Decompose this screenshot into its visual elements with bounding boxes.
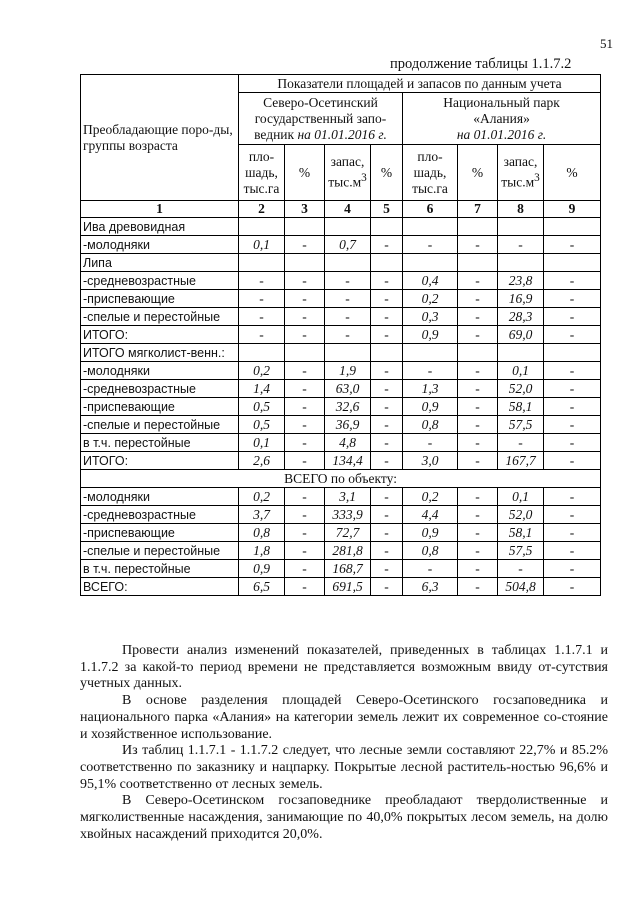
area-header-line: тыс.га	[243, 180, 280, 196]
stock-unit: тыс.м	[501, 174, 535, 190]
cell-value	[403, 344, 458, 362]
cell-value: -	[371, 524, 403, 542]
cell-value: -	[285, 290, 325, 308]
cell-value	[498, 218, 544, 236]
cell-value: -	[544, 326, 601, 344]
area-header-line: шадь,	[245, 164, 278, 180]
cell-value: 168,7	[325, 560, 371, 578]
cell-value: 52,0	[498, 380, 544, 398]
table-continuation-caption: продолжение таблицы 1.1.7.2	[390, 56, 572, 72]
cell-value: -	[371, 398, 403, 416]
table-row	[81, 236, 601, 254]
cell-value: -	[285, 380, 325, 398]
cell-value: 6,5	[239, 578, 285, 596]
cell-value: -	[458, 560, 498, 578]
cell-value: -	[371, 506, 403, 524]
stock-unit-sup: 3	[361, 172, 367, 185]
cell-value: -	[371, 434, 403, 452]
paragraph-1: Провести анализ изменений показателей, приведенных в таблицах 1.1.7.1 и 1.1.7.2 за какой-то период времени не представляется возможным ввиду от-сутствия учетных данных.	[80, 643, 608, 692]
cell-value: -	[458, 524, 498, 542]
top-header: Показатели площадей и запасов по данным учета	[239, 75, 601, 93]
cell-value: -	[403, 362, 458, 380]
cell-value: 0,9	[239, 560, 285, 578]
cell-value: -	[285, 308, 325, 326]
cell-value	[325, 218, 371, 236]
cell-value	[285, 344, 325, 362]
column-number: 7	[458, 201, 498, 218]
cell-value: 58,1	[498, 398, 544, 416]
table-row	[81, 326, 601, 344]
area-header	[403, 145, 458, 201]
cell-value: -	[403, 560, 458, 578]
paragraph-4: В Северо-Осетинском госзаповеднике преобладают твердолиственные и мягколиственные насаждения, занимающие по 40,0% покрытых лесом земель, на долю хвойных насаждений приходится 20,0%.	[80, 793, 608, 842]
cell-value: 0,2	[403, 290, 458, 308]
cell-value: 504,8	[498, 578, 544, 596]
cell-value: 58,1	[498, 524, 544, 542]
cell-value	[544, 254, 601, 272]
table-row	[81, 254, 601, 272]
table-row	[81, 506, 601, 524]
percent-header: %	[544, 145, 601, 201]
group1-header	[239, 93, 403, 145]
stock-unit-sup: 3	[534, 172, 540, 185]
cell-value	[285, 218, 325, 236]
cell-value: -	[371, 290, 403, 308]
column-number: 9	[544, 201, 601, 218]
table-row	[81, 272, 601, 290]
cell-value: 333,9	[325, 506, 371, 524]
row-label: -средневозрастные	[81, 380, 239, 398]
table-row	[81, 344, 601, 362]
cell-value: -	[239, 290, 285, 308]
cell-value: -	[458, 578, 498, 596]
row-label: Ива древовидная	[81, 218, 239, 236]
percent-header: %	[371, 145, 403, 201]
cell-value: 1,8	[239, 542, 285, 560]
cell-value: -	[544, 398, 601, 416]
row-label: -средневозрастные	[81, 506, 239, 524]
area-header-line: шадь,	[413, 164, 447, 180]
cell-value: -	[285, 542, 325, 560]
cell-value: -	[371, 236, 403, 254]
row-label: -молодняки	[81, 236, 239, 254]
cell-value: -	[458, 542, 498, 560]
row-label: -приспевающие	[81, 524, 239, 542]
cell-value: -	[458, 488, 498, 506]
group2-header	[403, 93, 601, 145]
cell-value: -	[458, 236, 498, 254]
cell-value: -	[458, 416, 498, 434]
group2-date: на 01.01.2016 г.	[456, 126, 547, 142]
column-number: 2	[239, 201, 285, 218]
cell-value: 57,5	[498, 416, 544, 434]
cell-value: 4,8	[325, 434, 371, 452]
cell-value: 134,4	[325, 452, 371, 470]
cell-value: -	[285, 362, 325, 380]
cell-value: -	[285, 326, 325, 344]
cell-value: 0,9	[403, 326, 458, 344]
cell-value: -	[458, 290, 498, 308]
cell-value	[371, 218, 403, 236]
cell-value: -	[371, 326, 403, 344]
cell-value: 28,3	[498, 308, 544, 326]
group1-line1: Северо-Осетинский	[263, 94, 378, 110]
stock-header-unit	[500, 170, 541, 191]
area-header-line: пло-	[248, 148, 275, 164]
cell-value: -	[285, 236, 325, 254]
cell-value: -	[285, 506, 325, 524]
row-label: Липа	[81, 254, 239, 272]
stock-header-line: запас,	[330, 154, 365, 170]
table-row	[81, 362, 601, 380]
cell-value: 69,0	[498, 326, 544, 344]
cell-value: 36,9	[325, 416, 371, 434]
row-label: ИТОГО:	[81, 452, 239, 470]
cell-value: -	[544, 236, 601, 254]
row-label: -молодняки	[81, 362, 239, 380]
cell-value: -	[325, 308, 371, 326]
cell-value	[498, 344, 544, 362]
cell-value: -	[458, 506, 498, 524]
cell-value: -	[544, 380, 601, 398]
stock-header-line: запас,	[503, 154, 538, 170]
cell-value: -	[285, 416, 325, 434]
cell-value: 0,3	[403, 308, 458, 326]
cell-value: 0,8	[239, 524, 285, 542]
cell-value: 1,9	[325, 362, 371, 380]
cell-value: -	[285, 452, 325, 470]
cell-value: 1,4	[239, 380, 285, 398]
cell-value	[544, 344, 601, 362]
stock-unit: тыс.м	[328, 174, 362, 190]
cell-value: -	[285, 578, 325, 596]
cell-value: -	[371, 416, 403, 434]
cell-value: -	[458, 272, 498, 290]
cell-value: -	[458, 452, 498, 470]
cell-value	[325, 344, 371, 362]
cell-value: 0,2	[239, 362, 285, 380]
table-row	[81, 290, 601, 308]
stock-header	[498, 145, 544, 201]
paragraph-3: Из таблиц 1.1.7.1 - 1.1.7.2 следует, что лесные земли составляют 22,7% и 85.2% соответственно по заказнику и нацпарку. Покрытые лесной раститель-ностью 96,6% и 95,1% соответственно от лесных земель.	[80, 743, 608, 792]
area-header-line: тыс.га	[412, 180, 448, 196]
cell-value: 0,9	[403, 398, 458, 416]
table-row	[81, 398, 601, 416]
area-header-line: пло-	[417, 148, 443, 164]
table-row	[81, 488, 601, 506]
col1-header: Преобладающие поро-ды, группы возраста	[81, 75, 239, 201]
table-row	[81, 542, 601, 560]
cell-value: 57,5	[498, 542, 544, 560]
row-label: -приспевающие	[81, 290, 239, 308]
row-label: ИТОГО:	[81, 326, 239, 344]
cell-value: 1,3	[403, 380, 458, 398]
cell-value: -	[285, 524, 325, 542]
area-header	[239, 145, 285, 201]
cell-value: 63,0	[325, 380, 371, 398]
cell-value: 6,3	[403, 578, 458, 596]
cell-value: 691,5	[325, 578, 371, 596]
cell-value	[458, 254, 498, 272]
total-object-header: ВСЕГО по объекту:	[81, 470, 601, 488]
cell-value	[239, 344, 285, 362]
cell-value: 4,4	[403, 506, 458, 524]
row-label: -спелые и перестойные	[81, 308, 239, 326]
cell-value: -	[498, 434, 544, 452]
cell-value: -	[403, 236, 458, 254]
cell-value: 167,7	[498, 452, 544, 470]
body-text	[80, 643, 608, 843]
cell-value: 0,8	[403, 416, 458, 434]
table-row	[81, 218, 601, 236]
cell-value: 0,2	[403, 488, 458, 506]
cell-value: 23,8	[498, 272, 544, 290]
cell-value: 0,5	[239, 416, 285, 434]
cell-value: 0,2	[239, 488, 285, 506]
paragraph-2: В основе разделения площадей Северо-Осетинского госзаповедника и национального парка «Алания» на категории земель лежит их современное со-стояние и хозяйственное использование.	[80, 693, 608, 742]
percent-header: %	[458, 145, 498, 201]
column-number: 4	[325, 201, 371, 218]
cell-value: -	[371, 362, 403, 380]
cell-value: -	[544, 506, 601, 524]
cell-value: -	[458, 326, 498, 344]
cell-value: -	[498, 560, 544, 578]
cell-value: -	[544, 560, 601, 578]
row-label: -спелые и перестойные	[81, 542, 239, 560]
table-row	[81, 524, 601, 542]
cell-value	[371, 254, 403, 272]
row-label: -средневозрастные	[81, 272, 239, 290]
cell-value: 0,5	[239, 398, 285, 416]
group1-line3: ведник	[254, 126, 295, 142]
cell-value: -	[458, 308, 498, 326]
table-row	[81, 560, 601, 578]
cell-value: 0,1	[498, 488, 544, 506]
table-row	[81, 452, 601, 470]
cell-value: -	[239, 272, 285, 290]
group1-date: на 01.01.2016 г.	[297, 126, 387, 142]
group1-line2: государственный запо-	[254, 110, 387, 126]
cell-value: -	[285, 560, 325, 578]
cell-value: 2,6	[239, 452, 285, 470]
cell-value: 0,8	[403, 542, 458, 560]
cell-value	[239, 218, 285, 236]
column-number: 1	[81, 201, 239, 218]
table-row	[81, 308, 601, 326]
cell-value: 0,9	[403, 524, 458, 542]
cell-value: 3,7	[239, 506, 285, 524]
stock-header	[325, 145, 371, 201]
cell-value: -	[285, 488, 325, 506]
group2-line2: «Алания»	[473, 110, 530, 126]
cell-value: -	[239, 308, 285, 326]
cell-value	[325, 254, 371, 272]
cell-value: -	[544, 488, 601, 506]
cell-value: -	[371, 578, 403, 596]
cell-value	[498, 254, 544, 272]
cell-value	[458, 218, 498, 236]
cell-value: -	[371, 308, 403, 326]
cell-value: -	[285, 434, 325, 452]
row-label: -спелые и перестойные	[81, 416, 239, 434]
column-number: 5	[371, 201, 403, 218]
cell-value: 3,0	[403, 452, 458, 470]
cell-value: -	[239, 326, 285, 344]
cell-value: -	[285, 272, 325, 290]
cell-value	[239, 254, 285, 272]
cell-value: 0,1	[239, 434, 285, 452]
stock-header-unit	[327, 170, 368, 191]
row-label: в т.ч. перестойные	[81, 434, 239, 452]
cell-value: -	[325, 290, 371, 308]
cell-value: 16,9	[498, 290, 544, 308]
cell-value	[285, 254, 325, 272]
cell-value: 0,4	[403, 272, 458, 290]
cell-value: -	[544, 308, 601, 326]
group2-line1: Национальный парк	[443, 94, 560, 110]
column-number: 8	[498, 201, 544, 218]
cell-value: 32,6	[325, 398, 371, 416]
cell-value: -	[544, 452, 601, 470]
cell-value: 3,1	[325, 488, 371, 506]
table-row	[81, 416, 601, 434]
row-label: -приспевающие	[81, 398, 239, 416]
cell-value: 0,1	[498, 362, 544, 380]
cell-value	[403, 254, 458, 272]
cell-value: -	[498, 236, 544, 254]
cell-value: -	[458, 434, 498, 452]
percent-header: %	[285, 145, 325, 201]
cell-value: -	[544, 542, 601, 560]
cell-value: -	[458, 380, 498, 398]
cell-value: 52,0	[498, 506, 544, 524]
cell-value: -	[544, 434, 601, 452]
cell-value: -	[371, 380, 403, 398]
cell-value: -	[371, 272, 403, 290]
cell-value: -	[285, 398, 325, 416]
cell-value: -	[544, 578, 601, 596]
cell-value: -	[544, 416, 601, 434]
column-number: 3	[285, 201, 325, 218]
row-label: ВСЕГО:	[81, 578, 239, 596]
page-number: 51	[600, 36, 613, 51]
cell-value: -	[325, 326, 371, 344]
cell-value: -	[403, 434, 458, 452]
cell-value	[371, 344, 403, 362]
cell-value	[403, 218, 458, 236]
row-label: ИТОГО мягколист-венн.:	[81, 344, 239, 362]
cell-value: -	[371, 542, 403, 560]
cell-value: 281,8	[325, 542, 371, 560]
forest-stock-table	[80, 74, 601, 596]
cell-value: -	[544, 362, 601, 380]
cell-value: -	[544, 272, 601, 290]
cell-value: 0,7	[325, 236, 371, 254]
row-label: в т.ч. перестойные	[81, 560, 239, 578]
cell-value	[544, 218, 601, 236]
table-row	[81, 380, 601, 398]
cell-value: -	[544, 524, 601, 542]
column-number: 6	[403, 201, 458, 218]
cell-value: 72,7	[325, 524, 371, 542]
table-row	[81, 578, 601, 596]
cell-value	[458, 344, 498, 362]
row-label: -молодняки	[81, 488, 239, 506]
cell-value: -	[371, 560, 403, 578]
cell-value: -	[371, 452, 403, 470]
cell-value: -	[325, 272, 371, 290]
cell-value: 0,1	[239, 236, 285, 254]
table-row	[81, 434, 601, 452]
cell-value: -	[458, 362, 498, 380]
cell-value: -	[371, 488, 403, 506]
cell-value: -	[458, 398, 498, 416]
cell-value: -	[544, 290, 601, 308]
